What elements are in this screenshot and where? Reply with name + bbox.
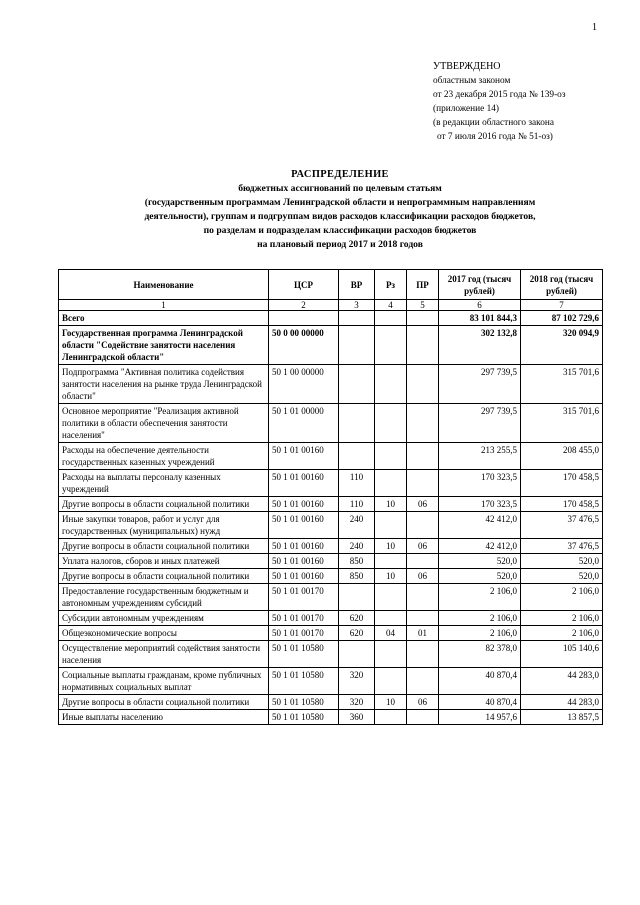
cell-name: Расходы на обеспечение деятельности государственных казенных учреждений xyxy=(59,443,269,470)
cell-name: Другие вопросы в области социальной политики xyxy=(59,695,269,710)
cell-2018: 37 476,5 xyxy=(521,539,603,554)
cell-2018: 2 106,0 xyxy=(521,626,603,641)
cell-rz: 10 xyxy=(375,695,407,710)
page-number: 1 xyxy=(592,22,597,33)
cell-pr: 06 xyxy=(407,695,439,710)
cell-2017: 40 870,4 xyxy=(439,695,521,710)
cell-pr: 06 xyxy=(407,497,439,512)
cell-2018: 520,0 xyxy=(521,554,603,569)
cell-csr: 50 1 01 00170 xyxy=(269,584,339,611)
cell-rz: 10 xyxy=(375,497,407,512)
cell-2018: 105 140,6 xyxy=(521,641,603,668)
title-line: бюджетных ассигнований по целевым статьям xyxy=(238,183,442,194)
table-row xyxy=(59,611,603,626)
cell-2017: 213 255,5 xyxy=(439,443,521,470)
title-line: по разделам и подразделам классификации расходов бюджетов xyxy=(203,225,477,236)
cell-pr xyxy=(407,443,439,470)
budget-table xyxy=(58,269,603,725)
cell-name: Осуществление мероприятий содействия занятости населения xyxy=(59,641,269,668)
cell-csr: 50 1 01 00170 xyxy=(269,626,339,641)
cell-2017: 297 739,5 xyxy=(439,404,521,443)
cell-2018: 2 106,0 xyxy=(521,584,603,611)
cell-2017: 2 106,0 xyxy=(439,626,521,641)
approval-stamp xyxy=(433,60,566,144)
cell-name: Иные выплаты населению xyxy=(59,710,269,725)
cell-2018: 520,0 xyxy=(521,569,603,584)
title-line: на плановый период 2017 и 2018 годов xyxy=(257,239,423,250)
cell-csr: 50 1 01 00160 xyxy=(269,470,339,497)
table-row xyxy=(59,626,603,641)
title-line: (государственным программам Ленинградской области и непрограммным направлениям xyxy=(144,197,536,208)
cell-2018: 44 283,0 xyxy=(521,695,603,710)
cell-rz xyxy=(375,443,407,470)
cell-2017: 2 106,0 xyxy=(439,611,521,626)
cell-csr: 50 1 01 10580 xyxy=(269,668,339,695)
cell-2017: 302 132,8 xyxy=(439,326,521,365)
cell-rz xyxy=(375,404,407,443)
cell-name: Иные закупки товаров, работ и услуг для государственных (муниципальных) нужд xyxy=(59,512,269,539)
cell-2018: 44 283,0 xyxy=(521,668,603,695)
cell-csr: 50 1 01 00160 xyxy=(269,569,339,584)
cell-name: Уплата налогов, сборов и иных платежей xyxy=(59,554,269,569)
cell-pr xyxy=(407,554,439,569)
cell-vr: 620 xyxy=(339,611,375,626)
table-row xyxy=(59,497,603,512)
cell-vr: 240 xyxy=(339,512,375,539)
approval-line: областным законом xyxy=(433,76,511,86)
approval-line: от 7 июля 2016 года № 51-оз) xyxy=(437,132,553,142)
table-row xyxy=(59,584,603,611)
cell-name: Государственная программа Ленинградской области "Содействие занятости населения Ленинградской области" xyxy=(59,326,269,365)
header-pr: ПР xyxy=(407,270,439,300)
approval-line: УТВЕРЖДЕНО xyxy=(433,61,501,72)
cell-name: Другие вопросы в области социальной политики xyxy=(59,539,269,554)
column-number: 6 xyxy=(439,300,521,311)
cell-csr: 50 1 01 10580 xyxy=(269,695,339,710)
cell-rz xyxy=(375,584,407,611)
column-number: 1 xyxy=(59,300,269,311)
cell-2018: 87 102 729,6 xyxy=(521,311,603,326)
cell-pr: 06 xyxy=(407,539,439,554)
cell-vr xyxy=(339,404,375,443)
header-csr: ЦСР xyxy=(269,270,339,300)
cell-vr: 110 xyxy=(339,497,375,512)
cell-2018: 208 455,0 xyxy=(521,443,603,470)
header-name: Наименование xyxy=(59,270,269,300)
cell-csr: 50 1 01 00160 xyxy=(269,539,339,554)
cell-rz xyxy=(375,311,407,326)
cell-name: Расходы на выплаты персоналу казенных учреждений xyxy=(59,470,269,497)
table-row xyxy=(59,539,603,554)
cell-2017: 2 106,0 xyxy=(439,584,521,611)
header-rz: Рз xyxy=(375,270,407,300)
header-2018: 2018 год (тысяч рублей) xyxy=(521,270,603,300)
cell-vr: 320 xyxy=(339,695,375,710)
header-2017: 2017 год (тысяч рублей) xyxy=(439,270,521,300)
cell-pr xyxy=(407,668,439,695)
approval-line: (в редакции областного закона xyxy=(433,118,554,128)
cell-2017: 82 378,0 xyxy=(439,641,521,668)
cell-name: Общеэкономические вопросы xyxy=(59,626,269,641)
cell-csr: 50 1 01 10580 xyxy=(269,641,339,668)
cell-rz xyxy=(375,611,407,626)
cell-vr: 110 xyxy=(339,470,375,497)
cell-rz xyxy=(375,470,407,497)
cell-2017: 297 739,5 xyxy=(439,365,521,404)
cell-2018: 170 458,5 xyxy=(521,497,603,512)
cell-name: Другие вопросы в области социальной политики xyxy=(59,497,269,512)
cell-vr xyxy=(339,311,375,326)
cell-csr xyxy=(269,311,339,326)
cell-rz xyxy=(375,365,407,404)
title-line: деятельности), группам и подгруппам видов расходов классификации расходов бюджетов, xyxy=(144,211,536,222)
cell-name: Другие вопросы в области социальной политики xyxy=(59,569,269,584)
table-row xyxy=(59,470,603,497)
cell-2017: 170 323,5 xyxy=(439,470,521,497)
cell-vr xyxy=(339,443,375,470)
cell-pr xyxy=(407,470,439,497)
cell-csr: 50 1 01 00160 xyxy=(269,497,339,512)
table-row xyxy=(59,710,603,725)
cell-pr xyxy=(407,365,439,404)
cell-name: Предоставление государственным бюджетным и автономным учреждениям субсидий xyxy=(59,584,269,611)
table-row xyxy=(59,404,603,443)
table-row xyxy=(59,512,603,539)
cell-pr xyxy=(407,326,439,365)
cell-name: Подпрограмма "Активная политика содействия занятости населения на рынке труда Ленинградской области" xyxy=(59,365,269,404)
column-number: 4 xyxy=(375,300,407,311)
cell-pr xyxy=(407,611,439,626)
table-row xyxy=(59,554,603,569)
cell-pr: 01 xyxy=(407,626,439,641)
table-row xyxy=(59,641,603,668)
cell-2017: 170 323,5 xyxy=(439,497,521,512)
title-line: РАСПРЕДЕЛЕНИЕ xyxy=(291,169,389,180)
table-row xyxy=(59,668,603,695)
table-row xyxy=(59,311,603,326)
table-row xyxy=(59,443,603,470)
cell-rz xyxy=(375,710,407,725)
cell-vr: 850 xyxy=(339,554,375,569)
cell-vr: 240 xyxy=(339,539,375,554)
table-row xyxy=(59,326,603,365)
approval-line: от 23 декабря 2015 года № 139-оз xyxy=(433,90,566,100)
cell-csr: 50 1 01 00160 xyxy=(269,443,339,470)
cell-pr xyxy=(407,311,439,326)
cell-rz: 10 xyxy=(375,569,407,584)
header-vr: ВР xyxy=(339,270,375,300)
cell-rz xyxy=(375,512,407,539)
cell-2017: 520,0 xyxy=(439,554,521,569)
cell-pr xyxy=(407,710,439,725)
cell-csr: 50 1 01 00160 xyxy=(269,512,339,539)
column-number: 5 xyxy=(407,300,439,311)
cell-2018: 320 094,9 xyxy=(521,326,603,365)
cell-2017: 42 412,0 xyxy=(439,512,521,539)
table-row xyxy=(59,695,603,710)
cell-2018: 315 701,6 xyxy=(521,404,603,443)
approval-line: (приложение 14) xyxy=(433,104,499,114)
cell-csr: 50 1 01 00170 xyxy=(269,611,339,626)
cell-pr: 06 xyxy=(407,569,439,584)
cell-2017: 520,0 xyxy=(439,569,521,584)
cell-csr: 50 1 01 00000 xyxy=(269,404,339,443)
cell-rz: 10 xyxy=(375,539,407,554)
cell-rz xyxy=(375,668,407,695)
cell-vr: 320 xyxy=(339,668,375,695)
cell-2017: 40 870,4 xyxy=(439,668,521,695)
cell-2018: 315 701,6 xyxy=(521,365,603,404)
cell-vr xyxy=(339,641,375,668)
cell-2017: 83 101 844,3 xyxy=(439,311,521,326)
cell-rz xyxy=(375,641,407,668)
cell-csr: 50 1 01 00160 xyxy=(269,554,339,569)
cell-name: Всего xyxy=(59,311,269,326)
cell-vr: 850 xyxy=(339,569,375,584)
column-number: 7 xyxy=(521,300,603,311)
column-number: 3 xyxy=(339,300,375,311)
cell-csr: 50 1 01 10580 xyxy=(269,710,339,725)
table-body xyxy=(59,311,603,725)
cell-2018: 2 106,0 xyxy=(521,611,603,626)
cell-rz: 04 xyxy=(375,626,407,641)
cell-name: Социальные выплаты гражданам, кроме публичных нормативных социальных выплат xyxy=(59,668,269,695)
cell-2018: 170 458,5 xyxy=(521,470,603,497)
cell-csr: 50 0 00 00000 xyxy=(269,326,339,365)
cell-pr xyxy=(407,584,439,611)
column-number: 2 xyxy=(269,300,339,311)
cell-csr: 50 1 00 00000 xyxy=(269,365,339,404)
cell-vr xyxy=(339,365,375,404)
document-title xyxy=(80,168,600,252)
cell-2018: 13 857,5 xyxy=(521,710,603,725)
cell-vr xyxy=(339,584,375,611)
cell-2017: 42 412,0 xyxy=(439,539,521,554)
cell-pr xyxy=(407,512,439,539)
cell-rz xyxy=(375,326,407,365)
cell-2018: 37 476,5 xyxy=(521,512,603,539)
cell-pr xyxy=(407,641,439,668)
cell-pr xyxy=(407,404,439,443)
cell-2017: 14 957,6 xyxy=(439,710,521,725)
table-row xyxy=(59,569,603,584)
cell-vr xyxy=(339,326,375,365)
cell-vr: 360 xyxy=(339,710,375,725)
cell-vr: 620 xyxy=(339,626,375,641)
cell-name: Субсидии автономным учреждениям xyxy=(59,611,269,626)
cell-rz xyxy=(375,554,407,569)
table-row xyxy=(59,365,603,404)
cell-name: Основное мероприятие "Реализация активной политики в области обеспечения занятости населения" xyxy=(59,404,269,443)
